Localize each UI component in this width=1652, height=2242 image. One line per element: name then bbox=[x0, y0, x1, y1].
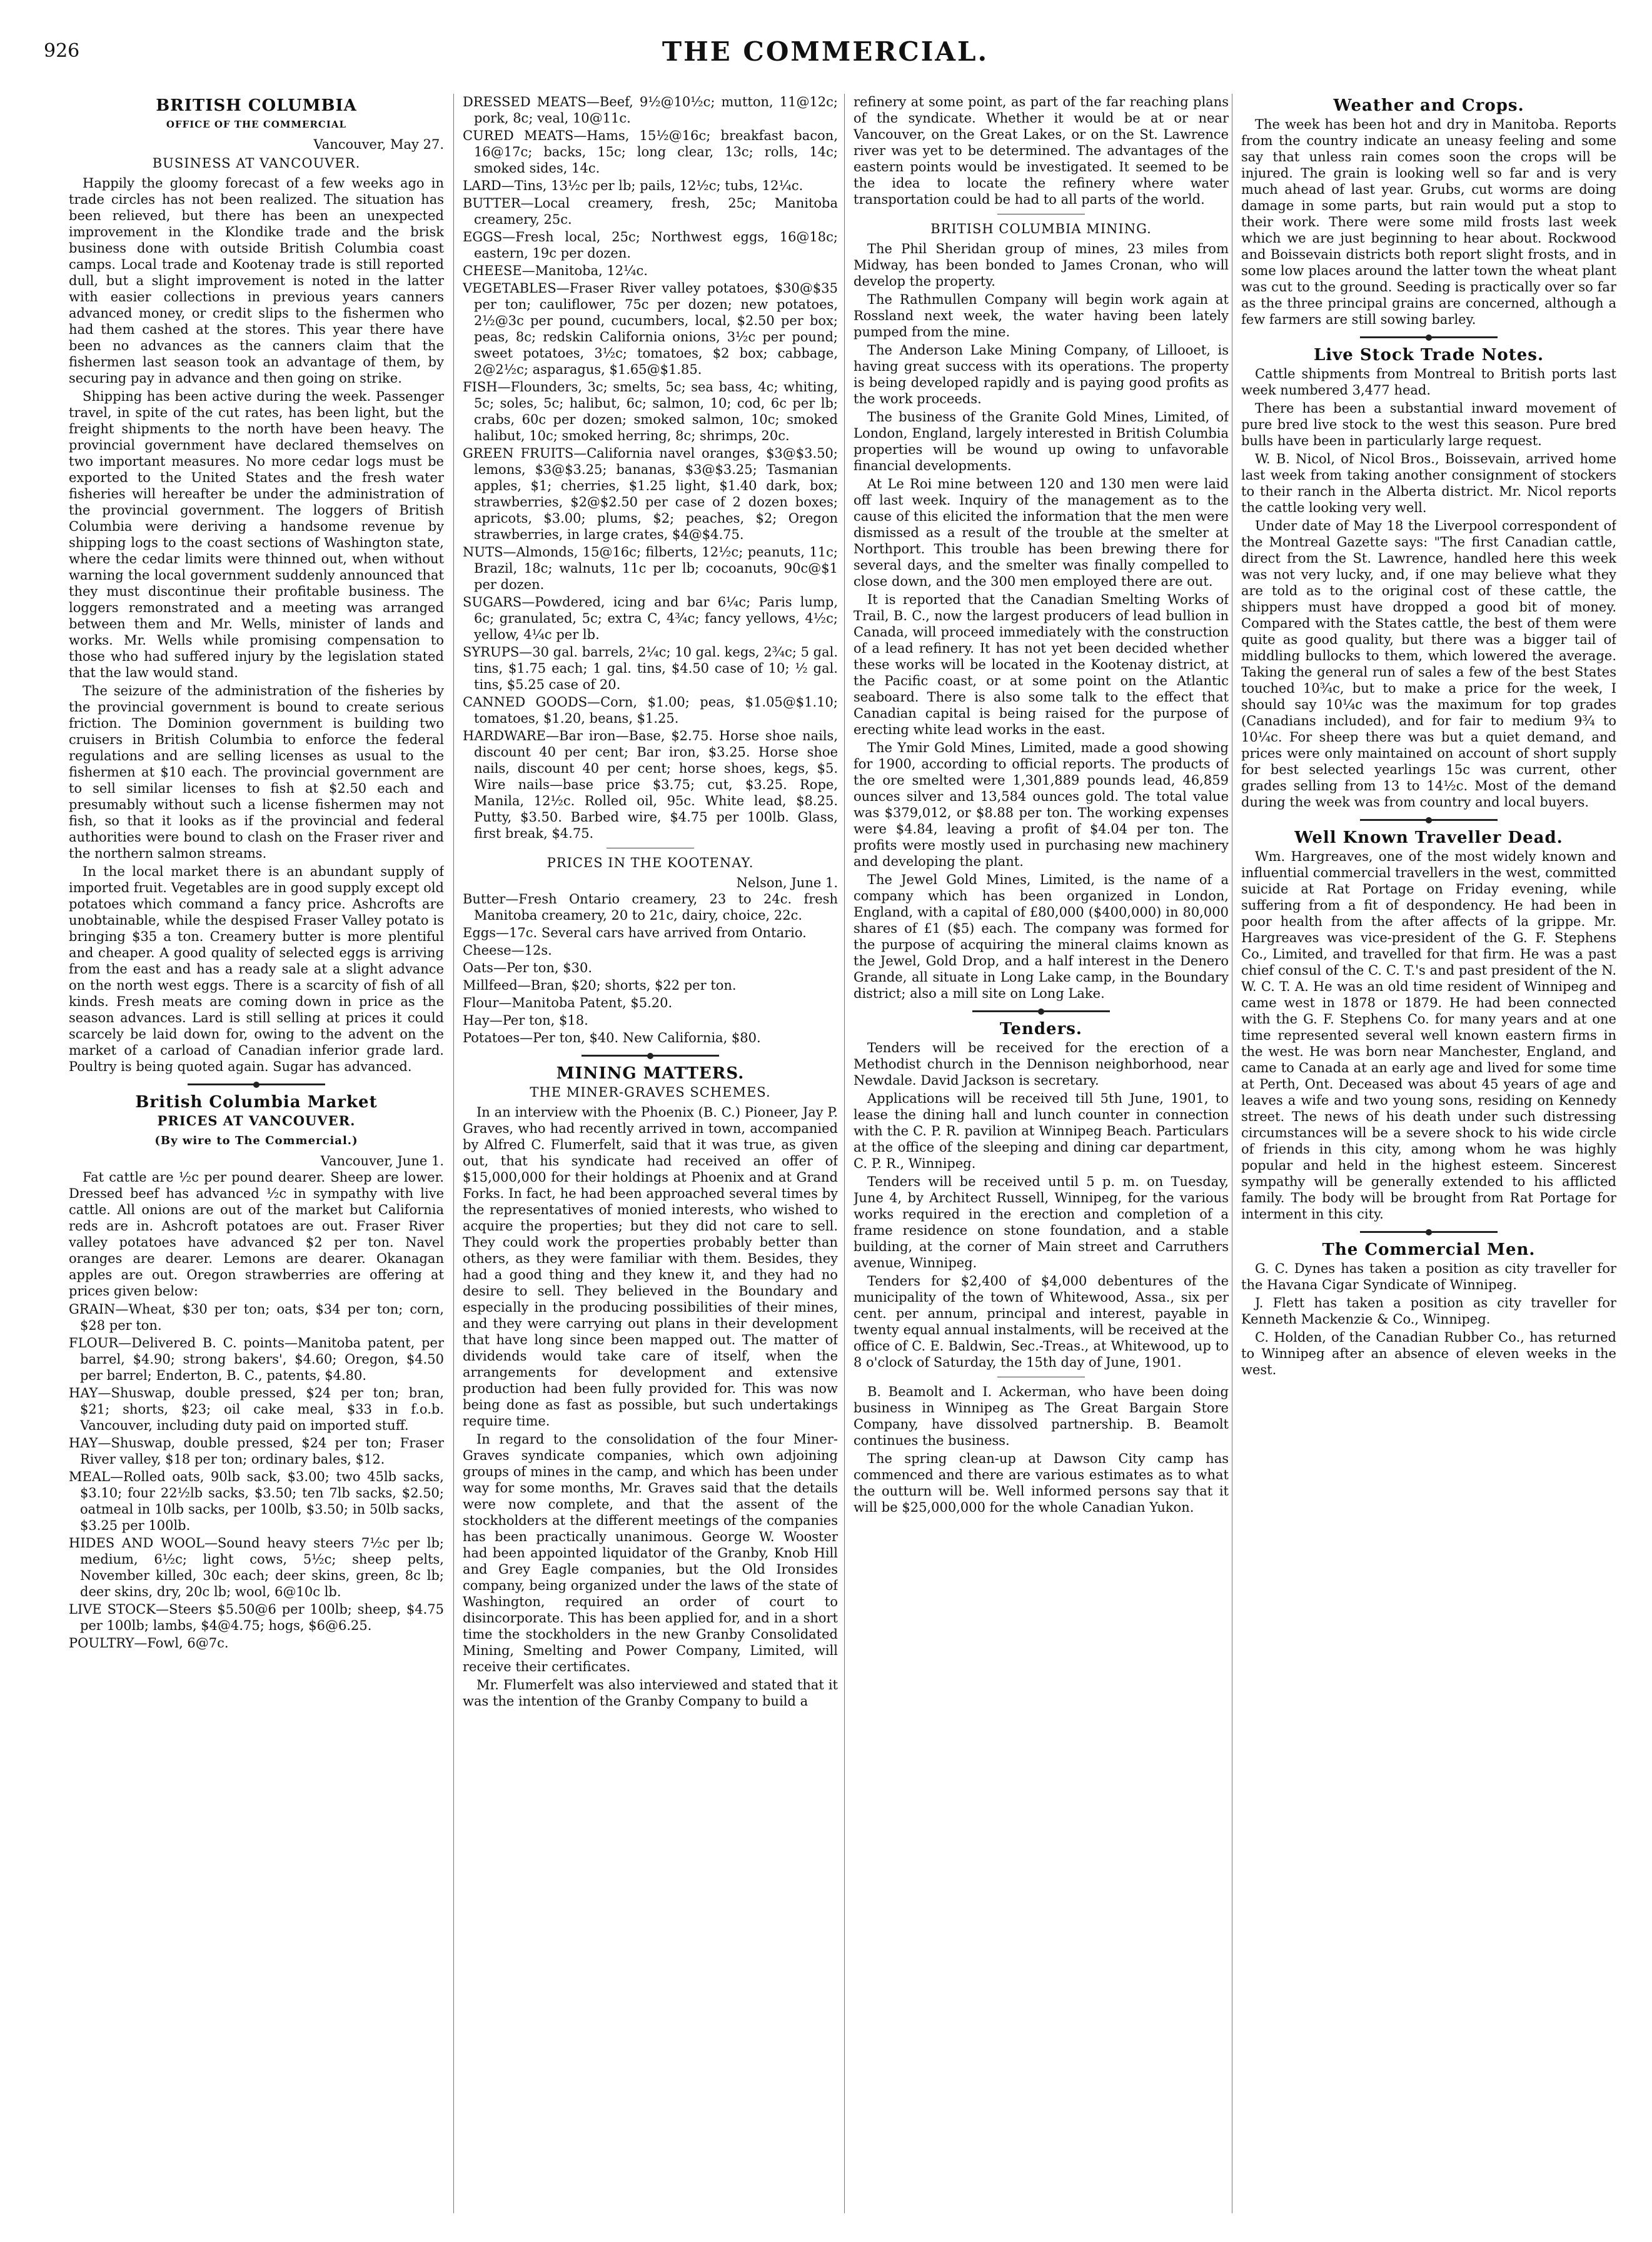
market-line: HARDWARE—Bar iron—Base, $2.75. Horse shoe nails, discount 40 per cent; Bar iron, $3.25. Horse shoe nails, discount 40 per cent; horse shoes, kegs, $5. Wire nails—base price $3.75; cut, $3.25. Rope, Manila, 12½c. Rolled oil, 95c. White lead, $8.25. Putty, $3.50. Barbed wire, $4.75 per 100lb. Glass, first break, $4.75. bbox=[463, 728, 838, 841]
subheading-bc-mining: BRITISH COLUMBIA MINING. bbox=[930, 221, 1152, 236]
page-number: 926 bbox=[44, 40, 80, 62]
market-line: HIDES AND WOOL—Sound heavy steers 7½c per lb; medium, 6½c; light cows, 5½c; sheep pelts, November killed, 30c each; deer skins, green, 8c lb; deer skins, dry, 20c lb; wool, 6@10c lb. bbox=[69, 1536, 444, 1599]
market-line: CHEESE—Manitoba, 12¼c. bbox=[463, 263, 648, 278]
article-paragraph: J. Flett has taken a position as city traveller for Kenneth Mackenzie & Co., Winnipeg. bbox=[1241, 1295, 1616, 1327]
market-line: DRESSED MEATS—Beef, 9½@10½c; mutton, 11@12c; pork, 8c; veal, 10@11c. bbox=[463, 94, 838, 126]
article-paragraph: The Phil Sheridan group of mines, 23 miles from Midway, has been bonded to James Cronan, who will develop the property. bbox=[854, 241, 1229, 289]
market-line: Eggs—17c. Several cars have arrived from Ontario. bbox=[463, 925, 807, 940]
article-paragraph: It is reported that the Canadian Smelting Works of Trail, B. C., now the largest producers of lead bullion in Canada, will proceed immediately with the construction of a lead refinery. It has not yet been decided whether these works will be located in the Kootenay district, at the Pacific coast, or at some point on the Atlantic seaboard. There is also some talk to the effect that Canadian capital is being raised for the purpose of erecting white lead works in the east. bbox=[854, 592, 1229, 737]
article-paragraph: Fat cattle are ½c per pound dearer. Sheep are lower. Dressed beef has advanced ½c in sympathy with live cattle. All onions are out of the market but California reds are in. Ashcroft potatoes are out. Fraser River valley potatoes have advanced $2 per ton. Navel oranges are dearer. Lemons are dearer. Okanagan apples are out. Oregon strawberries are offering at prices given below: bbox=[69, 1170, 444, 1299]
market-line: SUGARS—Powdered, icing and bar 6¼c; Paris lump, 6c; granulated, 5c; extra C, 4¾c; fancy yellows, 4½c; yellow, 4¼c per lb. bbox=[463, 595, 838, 642]
dateline: Nelson, June 1. bbox=[736, 875, 838, 890]
market-line: HAY—Shuswap, double pressed, $24 per ton; bran, $21; shorts, $23; oil cake meal, $33 in f.o.b. Vancouver, including duty paid on imported stuff. bbox=[69, 1385, 444, 1433]
article-paragraph: The spring clean-up at Dawson City camp has commenced and there are various estimates as to what the outturn will be. Well informed persons say that it will be $25,000,000 for the whole Canadian Yukon. bbox=[854, 1451, 1229, 1515]
market-line: POULTRY—Fowl, 6@7c. bbox=[69, 1636, 229, 1651]
section-heading-live-stock: Live Stock Trade Notes. bbox=[1313, 346, 1544, 364]
article-paragraph: refinery at some point, as part of the far reaching plans of the syndicate. Whether it would be at or near Vancouver, on the Great Lakes, or on the St. Lawrence river was yet to be determined. The advantages of the eastern points would be investigated. It seemed to be the idea to locate the refinery where water transportation could be had to all parts of the world. bbox=[854, 94, 1229, 207]
market-line: EGGS—Fresh local, 25c; Northwest eggs, 16@18c; eastern, 19c per dozen. bbox=[463, 229, 838, 261]
section-heading-bc-market: British Columbia Market bbox=[135, 1093, 378, 1112]
article-paragraph: The Anderson Lake Mining Company, of Lillooet, is having great success with its operations. The property is being developed rapidly and is paying good profits as the work proceeds. bbox=[854, 343, 1229, 406]
article-paragraph: Mr. Flumerfelt was also interviewed and stated that it was the intention of the Granby Company to build a bbox=[463, 1677, 838, 1709]
article-paragraph: G. C. Dynes has taken a position as city traveller for the Havana Cigar Syndicate of Winnipeg. bbox=[1241, 1261, 1616, 1292]
masthead: THE COMMERCIAL. bbox=[662, 36, 989, 67]
subheading-prices-in-kootenay: PRICES IN THE KOOTENAY. bbox=[546, 855, 754, 870]
article-paragraph: Wm. Hargreaves, one of the most widely known and influential commercial travellers in the west, committed suicide at Rat Portage on Friday evening, while suffering from a fit of despondency. He had been in poor health from the after affects of la grippe. Mr. Hargreaves was vice-president of the G. F. Stephens Co., Limited, and travelled for that firm. He was a past chief consul of the C. C. T.'s and past president of the N. W. C. T. A. He was an old time resident of Winnipeg and came west in 1878 or 1879. He had been connected with the G. F. Stephens Co. for many years and at one time represented several well known eastern firms in the west. He was born near Manchester, England, and came to Canada at an early age and lived for some time at Perth, Ont. Deceased was about 45 years of age and leaves a wife and two young sons, residing on Kennedy street. The news of his death under such distressing circumstances will be a severe shock to his wide circle of friends in this city, among whom he was highly popular and held in the highest esteem. Sincerest sympathy will be generally extended to his afflicted family. The body will be brought from Rat Portage for interment in this city. bbox=[1241, 849, 1616, 1222]
column-2 bbox=[463, 94, 838, 2213]
article-paragraph: The Rathmullen Company will begin work again at Rossland next week, the water having been lately pumped from the mine. bbox=[854, 292, 1229, 339]
section-heading-mining-matters: MINING MATTERS. bbox=[556, 1064, 745, 1083]
market-line: GRAIN—Wheat, $30 per ton; oats, $34 per ton; corn, $28 per ton. bbox=[69, 1302, 444, 1333]
article-paragraph: The Ymir Gold Mines, Limited, made a good showing for 1900, according to official reports. The products of the ore smelted were 1,301,889 pounds lead, 46,859 ounces silver and 13,584 ounces gold. The total value was $379,012, or $8.88 per ton. The working expenses were $4.84, leaving a profit of $4.04 per ton. The profits were mostly used in purchasing new machinery and developing the plant. bbox=[854, 740, 1229, 869]
market-line: SYRUPS—30 gal. barrels, 2¼c; 10 gal. kegs, 2¾c; 5 gal. tins, $1.75 each; 1 gal. tins, $4.50 case of 10; ½ gal. tins, $5.25 case of 20. bbox=[463, 645, 838, 692]
market-line: Oats—Per ton, $30. bbox=[463, 960, 592, 975]
article-paragraph: Tenders will be received until 5 p. m. on Tuesday, June 4, by Architect Russell, Winnipeg, for the various works required in the erection and completion of a frame residence on stone foundation, and a stable building, at the corner of Main street and Carruthers avenue, Winnipeg. bbox=[854, 1174, 1229, 1270]
article-paragraph: At Le Roi mine between 120 and 130 men were laid off last week. Inquiry of the management as to the cause of this elicited the information that the men were dismissed as a result of the trouble at the smelter at Northport. This trouble has been brewing there for several days, and the smelter was finally compelled to close down, and the 300 men employed there are out. bbox=[854, 476, 1229, 589]
market-line: LIVE STOCK—Steers $5.50@6 per 100lb; sheep, $4.75 per 100lb; lambs, $4@4.75; hogs, $6@6.25. bbox=[69, 1602, 444, 1633]
article-paragraph: Tenders for $2,400 of $4,000 debentures of the municipality of the town of Whitewood, Assa., six per cent. per annum, principal and interest, payable in twenty equal annual instalments, will be received at the office of C. E. Baldwin, Sec.-Treas., at Whitewood, up to 8 o'clock of Saturday, the 15th day of June, 1901. bbox=[854, 1274, 1229, 1370]
section-heading-tenders: Tenders. bbox=[1000, 1020, 1082, 1038]
article-paragraph: The seizure of the administration of the fisheries by the provincial government is bound to create serious friction. The Dominion government is building two cruisers in British Columbia to enforce the federal regulations and are selling licenses as usual to the fishermen at $10 each. The provincial government are to sell similar licenses to fish at $2.50 each and presumably without such a license fishermen may not fish, so that it looks as if the provincial and federal authorities were bound to clash on the Fraser river and the northern salmon streams. bbox=[69, 683, 444, 861]
market-line: Potatoes—Per ton, $40. New California, $80. bbox=[463, 1030, 761, 1045]
market-line: VEGETABLES—Fraser River valley potatoes, $30@$35 per ton; cauliflower, 75c per dozen; new potatoes, 2½@3c per pound, cucumbers, local, $2.50 per box; peas, 8c; redskin California onions, 3½c per pound; sweet potatoes, 3½c; tomatoes, $2 box; cabbage, 2@2½c; asparagus, $1.65@$1.85. bbox=[463, 281, 838, 377]
column-3 bbox=[854, 94, 1229, 2213]
section-heading-traveller-dead: Well Known Traveller Dead. bbox=[1294, 828, 1563, 847]
section-divider bbox=[1360, 336, 1498, 338]
column-rule bbox=[844, 94, 845, 2213]
market-line: BUTTER—Local creamery, fresh, 25c; Manitoba creamery, 25c. bbox=[463, 196, 838, 227]
market-line: FISH—Flounders, 3c; smelts, 5c; sea bass, 4c; whiting, 5c; soles, 5c; halibut, 6c; salmon, 10; cod, 6c per lb; crabs, 60c per dozen; smoked salmon, 10c; smoked halibut, 10c; smoked herring, 8c; shrimps, 20c. bbox=[463, 380, 838, 443]
market-line: FLOUR—Delivered B. C. points—Manitoba patent, per barrel, $4.90; strong bakers', $4.60; Oregon, $4.50 per barrel; Enderton, B. C., patents, $4.80. bbox=[69, 1335, 444, 1383]
article-paragraph: Cattle shipments from Montreal to British ports last week numbered 3,477 head. bbox=[1241, 366, 1616, 398]
dateline: Vancouver, May 27. bbox=[313, 137, 444, 152]
section-divider bbox=[188, 1083, 325, 1085]
subheading-prices-at-vancouver: PRICES AT VANCOUVER. bbox=[157, 1113, 356, 1129]
market-line: Cheese—12s. bbox=[463, 943, 552, 958]
article-paragraph: W. B. Nicol, of Nicol Bros., Boissevain, arrived home last week from taking another consignment of stockers to their ranch in the Alberta district. Mr. Nicol reports the cattle looking very well. bbox=[1241, 451, 1616, 515]
article-paragraph: In an interview with the Phoenix (B. C.) Pioneer, Jay P. Graves, who had recently arrived in town, accompanied by Alfred C. Flumerfelt, said that it was true, as given out, that his syndicate had received an offer of $15,000,000 for their holdings at Phoenix and at Grand Forks. In fact, he had been approached several times by the representatives of monied interests, who wished to acquire the properties; but they did not care to sell. They could work the properties probably better than others, as they were familiar with them. Besides, they had a good thing and they knew it, and they had no desire to sell. They believed in the Boundary and especially in the producing possibilities of their mines, and they were carrying out plans in their development that have long since been mapped out. The matter of dividends would take care of itself, when the arrangements for development and extensive production had been fully provided for. This was now being done as fast as possible, but such undertakings require time. bbox=[463, 1105, 838, 1429]
section-divider bbox=[972, 1010, 1110, 1012]
section-heading-weather-and-crops: Weather and Crops. bbox=[1333, 96, 1524, 115]
dateline: Vancouver, June 1. bbox=[320, 1154, 444, 1169]
market-line: CURED MEATS—Hams, 15½@16c; breakfast bacon, 16@17c; backs, 15c; long clear, 13c; rolls, 14c; smoked sides, 14c. bbox=[463, 128, 838, 176]
article-paragraph: The Jewel Gold Mines, Limited, is the name of a company which has been organized in London, England, with a capital of £80,000 ($400,000) in 80,000 shares of £1 ($5) each. The company was formed for the purpose of acquiring the mineral claims known as the Jewel, Gold Drop, and a half interest in the Denero Grande, all situate in Long Lake camp, in the Boundary district; also a mill site on Long Lake. bbox=[854, 872, 1229, 1001]
article-paragraph: The business of the Granite Gold Mines, Limited, of London, England, largely interested in British Columbia properties will be wound up owing to unfavorable financial developments. bbox=[854, 410, 1229, 473]
article-paragraph: B. Beamolt and I. Ackerman, who have been doing business in Winnipeg as The Great Bargain Store Company, have dissolved partnership. B. Beamolt continues the business. bbox=[854, 1384, 1229, 1448]
section-divider bbox=[1360, 819, 1498, 821]
column-rule bbox=[453, 94, 454, 2213]
subheading-miner-graves: THE MINER-GRAVES SCHEMES. bbox=[530, 1085, 771, 1100]
office-line: OFFICE OF THE COMMERCIAL bbox=[166, 119, 347, 130]
market-line: LARD—Tins, 13½c per lb; pails, 12½c; tubs, 12¼c. bbox=[463, 178, 803, 193]
article-paragraph: In regard to the consolidation of the four Miner-Graves syndicate companies, which own adjoining groups of mines in the camp, and which has been under way for some months, Mr. Graves said that the details were now complete, and that the assent of the stockholders at the different meetings of the companies has been practically unanimous. George W. Wooster had been appointed liquidator of the Granby, Knob Hill and Grey Eagle companies, but the Old Ironsides company, being organized under the laws of the state of Washington, required an order of court to disincorporate. This has been applied for, and in a short time the stockholders in the new Granby Consolidated Mining, Smelting and Power Company, Limited, will receive their certificates. bbox=[463, 1432, 838, 1674]
article-paragraph: In the local market there is an abundant supply of imported fruit. Vegetables are in good supply except old potatoes which command a fancy price. Ashcrofts are unobtainable, while the despised Fraser Valley potato is bringing $35 a ton. Creamery butter is more plentiful and cheaper. A good quality of selected eggs is arriving from the east and has a ready sale at a slight advance on the north west eggs. There is a scarcity of fish of all kinds. Fresh meats are coming down in price as the season advances. Lard is still selling at prices it could scarcely be laid down for, owing to the advent on the market of a carload of Canadian inferior grade lard. Poultry is being quoted again. Sugar has advanced. bbox=[69, 864, 444, 1074]
subheading-business-at-vancouver: BUSINESS AT VANCOUVER. bbox=[152, 156, 361, 171]
market-line: Hay—Per ton, $18. bbox=[463, 1013, 588, 1028]
wire-note: (By wire to The Commercial.) bbox=[154, 1134, 358, 1147]
page-header bbox=[44, 36, 1607, 80]
market-line: Flour—Manitoba Patent, $5.20. bbox=[463, 995, 673, 1010]
market-line: NUTS—Almonds, 15@16c; filberts, 12½c; peanuts, 11c; Brazil, 18c; walnuts, 11c per lb; cocoanuts, 90c@$1 per dozen. bbox=[463, 545, 838, 592]
market-line: HAY—Shuswap, double pressed, $24 per ton; Fraser River valley, $18 per ton; ordinary bales, $12. bbox=[69, 1435, 444, 1467]
article-paragraph: Happily the gloomy forecast of a few weeks ago in trade circles has not been realized. The situation has been relieved, but there has been an unexpected improvement in the Klondike trade and the brisk business done with outside British Columbia coast camps. Local trade and Kootenay trade is still reported dull, but a slight improvement is noted in the latter with easier collections in previous years canners advanced money, or credit slips to the fishermen who had them cashed at the stores. This year there have been no advances as the canners claim that the fishermen last season took an advantage of them, by securing pay in advance and then going on strike. bbox=[69, 176, 444, 386]
market-line: Millfeed—Bran, $20; shorts, $22 per ton. bbox=[463, 978, 737, 993]
article-paragraph: There has been a substantial inward movement of pure bred live stock to the west this season. Pure bred bulls have been in particularly large request. bbox=[1241, 401, 1616, 448]
market-line: MEAL—Rolled oats, 90lb sack, $3.00; two 45lb sacks, $3.10; four 22½lb sacks, $3.50; ten 7lb sacks, $2.50; oatmeal in 10lb sacks, per 100lb, $3.50; in 50lb sacks, $3.25 per 100lb. bbox=[69, 1469, 444, 1533]
section-heading-commercial-men: The Commercial Men. bbox=[1322, 1240, 1536, 1259]
column-4 bbox=[1241, 94, 1616, 2213]
article-paragraph: Applications will be received till 5th June, 1901, to lease the dining hall and lunch counter in connection with the C. P. R. pavilion at Winnipeg Beach. Particulars at the office of the sleeping and dining car department, C. P. R., Winnipeg. bbox=[854, 1091, 1229, 1171]
article-paragraph: Tenders will be received for the erection of a Methodist church in the Dennison neighborhood, near Newdale. David Jackson is secretary. bbox=[854, 1040, 1229, 1088]
article-paragraph: Shipping has been active during the week. Passenger travel, in spite of the cut rates, has been light, but the freight shipments to the north have been heavy. The provincial government have declared themselves on two important measures. No more cedar logs must be exported to the United States and the fresh water fisheries will hereafter be under the administration of the provincial government. The loggers of British Columbia were deriving a handsome revenue by shipping logs to the coast sections of Washington state, where the cedar limits were thinned out, when without warning the local government suddenly announced that they must discontinue their profitable business. The loggers remonstrated and a meeting was arranged between them and Mr. Wells, minister of lands and works. Mr. Wells while promising compensation to those who had suffered injury by the legislation stated that the law would stand. bbox=[69, 389, 444, 680]
section-divider bbox=[1360, 1231, 1498, 1233]
market-line: GREEN FRUITS—California navel oranges, $3@$3.50; lemons, $3@$3.25; bananas, $3@$3.25; Tasmanian apples, $1; cherries, $1.25 light, $1.40 dark, box; strawberries, $2@$2.50 per case of 2 dozen boxes; apricots, $3.00; plums, $2; peaches, $2; Oregon strawberries, in large crates, $4@$4.75. bbox=[463, 446, 838, 542]
market-line: Butter—Fresh Ontario creamery, 23 to 24c. fresh Manitoba creamery, 20 to 21c, dairy, choice, 22c. bbox=[463, 892, 838, 923]
column-1 bbox=[69, 94, 444, 2213]
market-line: CANNED GOODS—Corn, $1.00; peas, $1.05@$1.10; tomatoes, $1.20, beans, $1.25. bbox=[463, 695, 838, 726]
article-paragraph: The week has been hot and dry in Manitoba. Reports from the country indicate an uneasy feeling and some say that unless rain comes soon the crops will be injured. The grain is looking well so far and is very much ahead of last year. Grubs, cut worms are doing damage in some parts, but rain would put a stop to their work. There were some mild frosts last week which we are just beginning to hear about. Rockwood and Boissevain districts both report slight frosts, and in some low places around the latter town the wheat plant was cut to the ground. Seeding is practically over so far as the three principal grains are concerned, although a few farmers are still sowing barley. bbox=[1241, 117, 1616, 327]
article-paragraph: Under date of May 18 the Liverpool correspondent of the Montreal Gazette says: "The first Canadian cattle, direct from the St. Lawrence, handled here this week was not very lucky, and, if one may believe what they are told as to the original cost of these cattle, the shippers must have dropped a good bit of money. Compared with the States cattle, the best of them were quite as good quality, but there was a bigger tail of middling bullocks to them, which lowered the average. Taking the general run of sales a few of the best States touched 10¾c, but to make a price for the week, I should say 10¼c was the maximum for top grades (Canadians included), and for fair to medium 9¾ to 10¼c. For sheep there was but a quiet demand, and prices were only maintained on account of short supply for best selected yearlings 15c was current, other grades selling from 13 to 14½c. Most of the demand during the week was from country and local buyers. bbox=[1241, 518, 1616, 810]
article-paragraph: C. Holden, of the Canadian Rubber Co., has returned to Winnipeg after an absence of eleven weeks in the west. bbox=[1241, 1330, 1616, 1377]
section-heading-british-columbia: BRITISH COLUMBIA bbox=[156, 96, 357, 115]
section-divider bbox=[582, 1055, 719, 1057]
